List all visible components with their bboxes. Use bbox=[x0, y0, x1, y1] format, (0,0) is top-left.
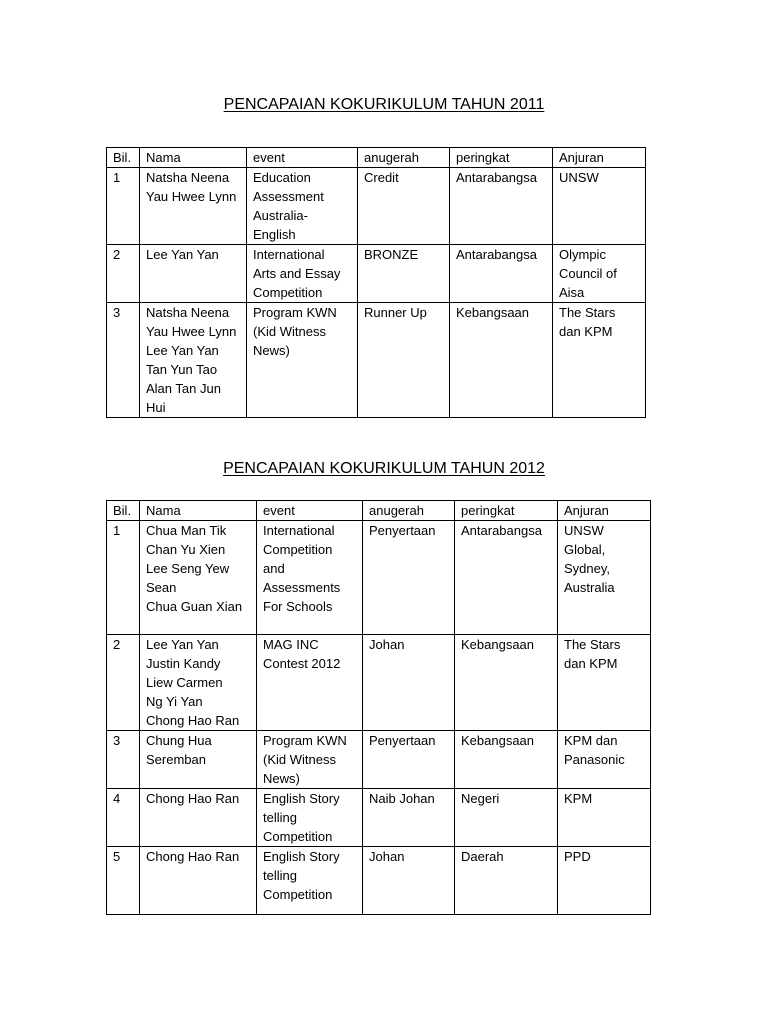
table-row bbox=[107, 168, 646, 245]
cell-anugerah: Penyertaan bbox=[363, 521, 455, 635]
title-2012: PENCAPAIAN KOKURIKULUM TAHUN 2012 bbox=[223, 460, 545, 477]
cell-peringkat: Negeri bbox=[455, 789, 558, 847]
header-bil: Bil. bbox=[107, 501, 140, 521]
achievement-table-2012 bbox=[106, 500, 651, 915]
table-row bbox=[107, 245, 646, 303]
header-nama: Nama bbox=[140, 501, 257, 521]
title-2011: PENCAPAIAN KOKURIKULUM TAHUN 2011 bbox=[223, 96, 545, 113]
table-row bbox=[107, 847, 651, 915]
cell-nama: Chua Man Tik Chan Yu Xien Lee Seng Yew Sean Chua Guan Xian bbox=[140, 521, 257, 635]
cell-anugerah: Penyertaan bbox=[363, 731, 455, 789]
table-body-2011 bbox=[107, 148, 646, 418]
cell-nama: Chong Hao Ran bbox=[140, 847, 257, 915]
cell-anugerah: Credit bbox=[358, 168, 450, 245]
cell-peringkat: Antarabangsa bbox=[455, 521, 558, 635]
cell-event: International Competition and Assessments For Schools bbox=[257, 521, 363, 635]
cell-bil: 1 bbox=[107, 521, 140, 635]
cell-event: English Story telling Competition bbox=[257, 789, 363, 847]
cell-nama: Chung Hua Seremban bbox=[140, 731, 257, 789]
cell-event: MAG INC Contest 2012 bbox=[257, 635, 363, 731]
cell-anjuran: PPD bbox=[558, 847, 651, 915]
cell-bil: 2 bbox=[107, 245, 140, 303]
cell-nama: Natsha Neena Yau Hwee Lynn Lee Yan Yan Tan Yun Tao Alan Tan Jun Hui bbox=[140, 303, 247, 418]
cell-bil: 1 bbox=[107, 168, 140, 245]
cell-anugerah: BRONZE bbox=[358, 245, 450, 303]
table-row bbox=[107, 731, 651, 789]
cell-nama: Natsha Neena Yau Hwee Lynn bbox=[140, 168, 247, 245]
cell-nama: Lee Yan Yan bbox=[140, 245, 247, 303]
cell-anjuran: Olympic Council of Aisa bbox=[553, 245, 646, 303]
header-event: event bbox=[257, 501, 363, 521]
cell-anugerah: Naib Johan bbox=[363, 789, 455, 847]
cell-bil: 4 bbox=[107, 789, 140, 847]
cell-event: English Story telling Competition bbox=[257, 847, 363, 915]
table-row bbox=[107, 303, 646, 418]
header-anjuran: Anjuran bbox=[553, 148, 646, 168]
header-nama: Nama bbox=[140, 148, 247, 168]
header-peringkat: peringkat bbox=[450, 148, 553, 168]
table-row bbox=[107, 635, 651, 731]
cell-peringkat: Antarabangsa bbox=[450, 245, 553, 303]
cell-anjuran: The Stars dan KPM bbox=[558, 635, 651, 731]
header-event: event bbox=[247, 148, 358, 168]
cell-anugerah: Runner Up bbox=[358, 303, 450, 418]
cell-peringkat: Daerah bbox=[455, 847, 558, 915]
header-anugerah: anugerah bbox=[358, 148, 450, 168]
header-anjuran: Anjuran bbox=[558, 501, 651, 521]
cell-bil: 3 bbox=[107, 731, 140, 789]
cell-anjuran: UNSW Global, Sydney, Australia bbox=[558, 521, 651, 635]
header-anugerah: anugerah bbox=[363, 501, 455, 521]
cell-bil: 2 bbox=[107, 635, 140, 731]
table-row bbox=[107, 789, 651, 847]
cell-event: Program KWN (Kid Witness News) bbox=[247, 303, 358, 418]
cell-anjuran: The Stars dan KPM bbox=[553, 303, 646, 418]
table-body-2012 bbox=[107, 501, 651, 915]
cell-event: Program KWN (Kid Witness News) bbox=[257, 731, 363, 789]
cell-event: Education Assessment Australia- English bbox=[247, 168, 358, 245]
header-bil: Bil. bbox=[107, 148, 140, 168]
achievement-table-2011 bbox=[106, 147, 646, 418]
cell-bil: 3 bbox=[107, 303, 140, 418]
cell-nama: Chong Hao Ran bbox=[140, 789, 257, 847]
cell-anugerah: Johan bbox=[363, 635, 455, 731]
cell-anjuran: KPM dan Panasonic bbox=[558, 731, 651, 789]
header-row bbox=[107, 501, 651, 521]
header-peringkat: peringkat bbox=[455, 501, 558, 521]
cell-anjuran: KPM bbox=[558, 789, 651, 847]
cell-anjuran: UNSW bbox=[553, 168, 646, 245]
cell-bil: 5 bbox=[107, 847, 140, 915]
cell-peringkat: Kebangsaan bbox=[455, 731, 558, 789]
cell-peringkat: Kebangsaan bbox=[455, 635, 558, 731]
cell-anugerah: Johan bbox=[363, 847, 455, 915]
header-row bbox=[107, 148, 646, 168]
cell-peringkat: Kebangsaan bbox=[450, 303, 553, 418]
cell-event: International Arts and Essay Competition bbox=[247, 245, 358, 303]
cell-peringkat: Antarabangsa bbox=[450, 168, 553, 245]
cell-nama: Lee Yan Yan Justin Kandy Liew Carmen Ng Yi Yan Chong Hao Ran bbox=[140, 635, 257, 731]
table-row bbox=[107, 521, 651, 635]
